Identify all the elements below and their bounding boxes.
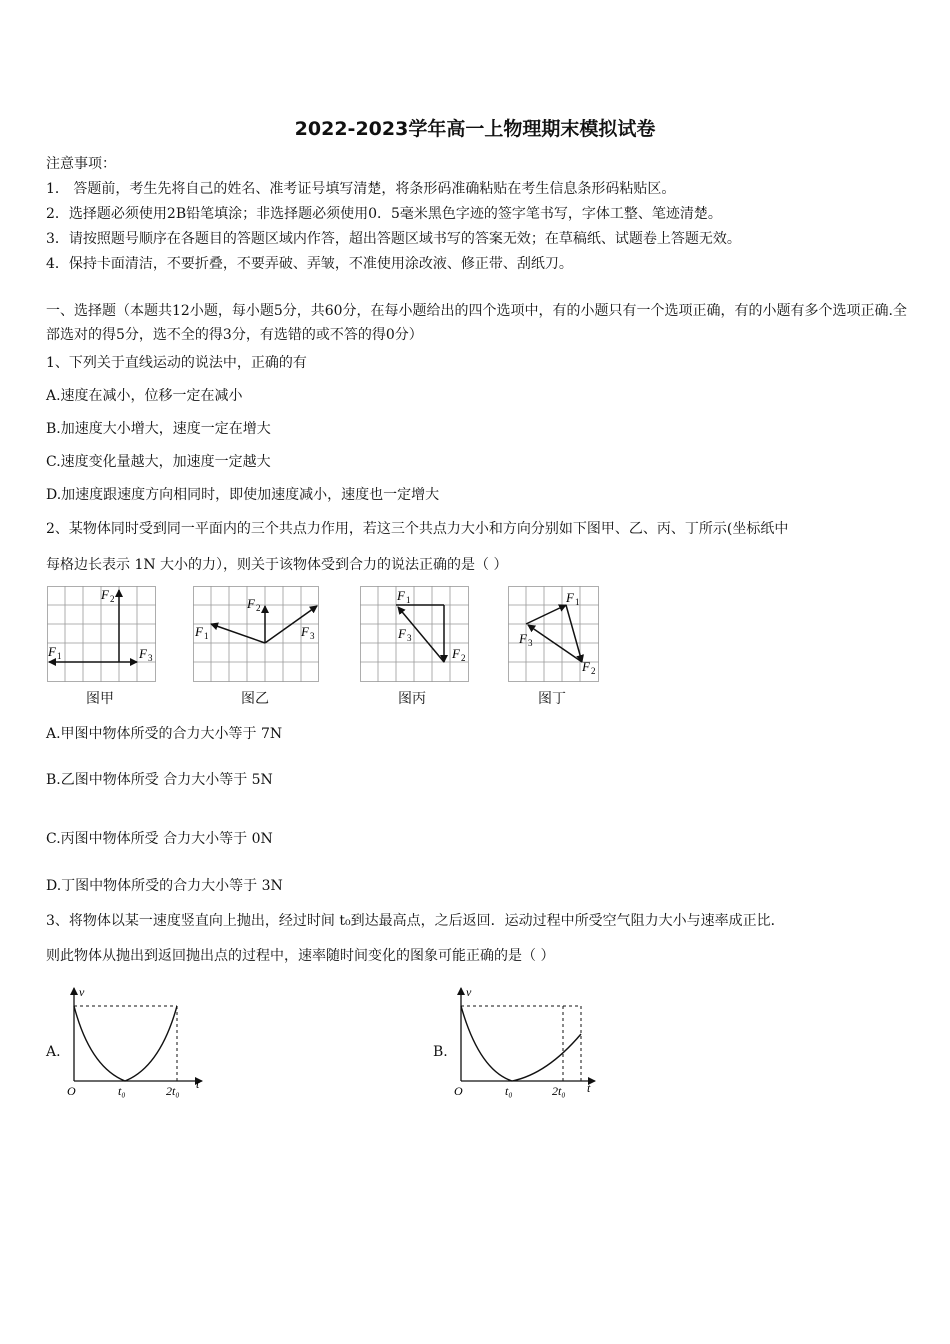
label-f1-sub: 1 <box>575 597 580 607</box>
q1-option-a: A.速度在减小，位移一定在减小 <box>46 388 243 404</box>
notice-item-2: 2．选择题必须使用2B铅笔填涂；非选择题必须使用0．5毫米黑色字迹的签字笔书写，字体工整、笔迹清楚。 <box>46 206 722 222</box>
label-f3: F <box>139 646 147 661</box>
axis-t-label: t <box>587 1081 591 1095</box>
label-f2-sub: 2 <box>461 653 466 663</box>
q3-graph-a <box>62 982 212 1100</box>
q3-graph-b <box>449 982 599 1100</box>
label-f1: F <box>397 588 405 603</box>
label-f1: F <box>48 644 56 659</box>
origin-label: O <box>454 1084 463 1098</box>
caption-bing: 图丙 <box>398 691 426 707</box>
q1-option-d: D.加速度跟速度方向相同时，即使加速度减小，速度也一定增大 <box>46 487 440 503</box>
q2-option-a: A.甲图中物体所受的合力大小等于 7N <box>46 726 283 742</box>
q3-option-b-label: B. <box>433 1044 448 1060</box>
label-f1-sub: 1 <box>57 651 62 661</box>
q1-option-c: C.速度变化量越大，加速度一定越大 <box>46 454 271 470</box>
label-f3-sub: 3 <box>407 633 412 643</box>
q3-stem-line1: 3、将物体以某一速度竖直向上抛出，经过时间 t₀到达最高点，之后返回．运动过程中所受空气阻力大小与速率成正比． <box>46 913 785 929</box>
q1-option-b: B.加速度大小增大，速度一定在增大 <box>46 421 271 437</box>
origin-label: O <box>67 1084 76 1098</box>
axis-v-label: v <box>466 985 472 999</box>
label-f1: F <box>566 590 574 605</box>
label-f3: F <box>398 626 406 641</box>
q2-option-d: D.丁图中物体所受的合力大小等于 3N <box>46 878 283 894</box>
q2-stem-line2: 每格边长表示 1N 大小的力），则关于该物体受到合力的说法正确的是（ ） <box>46 557 508 573</box>
figure-bing <box>360 586 470 686</box>
q3-option-a-label: A. <box>46 1044 61 1060</box>
label-f2: F <box>101 587 109 602</box>
notice-heading: 注意事项： <box>46 156 116 172</box>
label-f2-sub: 2 <box>591 666 596 676</box>
figure-ding <box>508 586 618 686</box>
label-f2: F <box>247 596 255 611</box>
page-title: 2022-2023学年高一上物理期末模拟试卷 <box>294 118 656 140</box>
label-f3: F <box>519 631 527 646</box>
caption-ding: 图丁 <box>538 691 566 707</box>
t0-label: t₀ <box>118 1084 126 1098</box>
q1-stem: 1、下列关于直线运动的说法中，正确的有 <box>46 355 307 371</box>
label-f3-sub: 3 <box>148 653 153 663</box>
notice-item-3: 3．请按照题号顺序在各题目的答题区域内作答，超出答题区域书写的答案无效；在草稿纸、试题卷上答题无效。 <box>46 231 741 247</box>
label-f1: F <box>195 624 203 639</box>
speed-curve <box>74 1006 177 1081</box>
label-f1-sub: 1 <box>406 595 411 605</box>
q3-stem-line2: 则此物体从抛出到返回抛出点的过程中，速率随时间变化的图象可能正确的是（ ） <box>46 948 555 964</box>
notice-item-1: 1． 答题前，考生先将自己的姓名、准考证号填写清楚，将条形码准确粘贴在考生信息条形码粘贴区。 <box>46 181 676 197</box>
q2-option-c: C.丙图中物体所受 合力大小等于 0N <box>46 831 273 847</box>
caption-jia: 图甲 <box>86 691 114 707</box>
q2-stem-line1: 2、某物体同时受到同一平面内的三个共点力作用，若这三个共点力大小和方向分别如下图甲、乙、丙、丁所示(坐标纸中 <box>46 521 789 537</box>
axis-v-label: v <box>79 985 85 999</box>
caption-yi: 图乙 <box>241 691 269 707</box>
notice-item-4: 4．保持卡面清洁，不要折叠，不要弄破、弄皱，不准使用涂改液、修正带、刮纸刀。 <box>46 256 573 272</box>
q2-option-b: B.乙图中物体所受 合力大小等于 5N <box>46 772 273 788</box>
figure-yi <box>193 586 321 686</box>
axis-t-label: t <box>196 1077 200 1091</box>
label-f2: F <box>452 646 460 661</box>
force-f1-arrow <box>211 624 265 643</box>
force-f1-arrow <box>526 605 566 624</box>
figure-jia <box>47 586 157 686</box>
2t0-label: 2t₀ <box>166 1084 180 1098</box>
2t0-label: 2t₀ <box>552 1084 566 1098</box>
section-intro: 一、选择题（本题共12小题，每小题5分，共60分，在每小题给出的四个选项中，有的小题只有一个选项正确，有的小题有多个选项正确.全部选对的得5分，选不全的得3分，有选错的或不答的得0分） <box>46 303 907 343</box>
label-f3-sub: 3 <box>528 638 533 648</box>
label-f2-sub: 2 <box>256 603 261 613</box>
label-f3: F <box>301 624 309 639</box>
label-f1-sub: 1 <box>204 631 209 641</box>
label-f2-sub: 2 <box>110 594 115 604</box>
label-f3-sub: 3 <box>310 631 315 641</box>
t0-label: t₀ <box>505 1084 513 1098</box>
label-f2: F <box>582 659 590 674</box>
